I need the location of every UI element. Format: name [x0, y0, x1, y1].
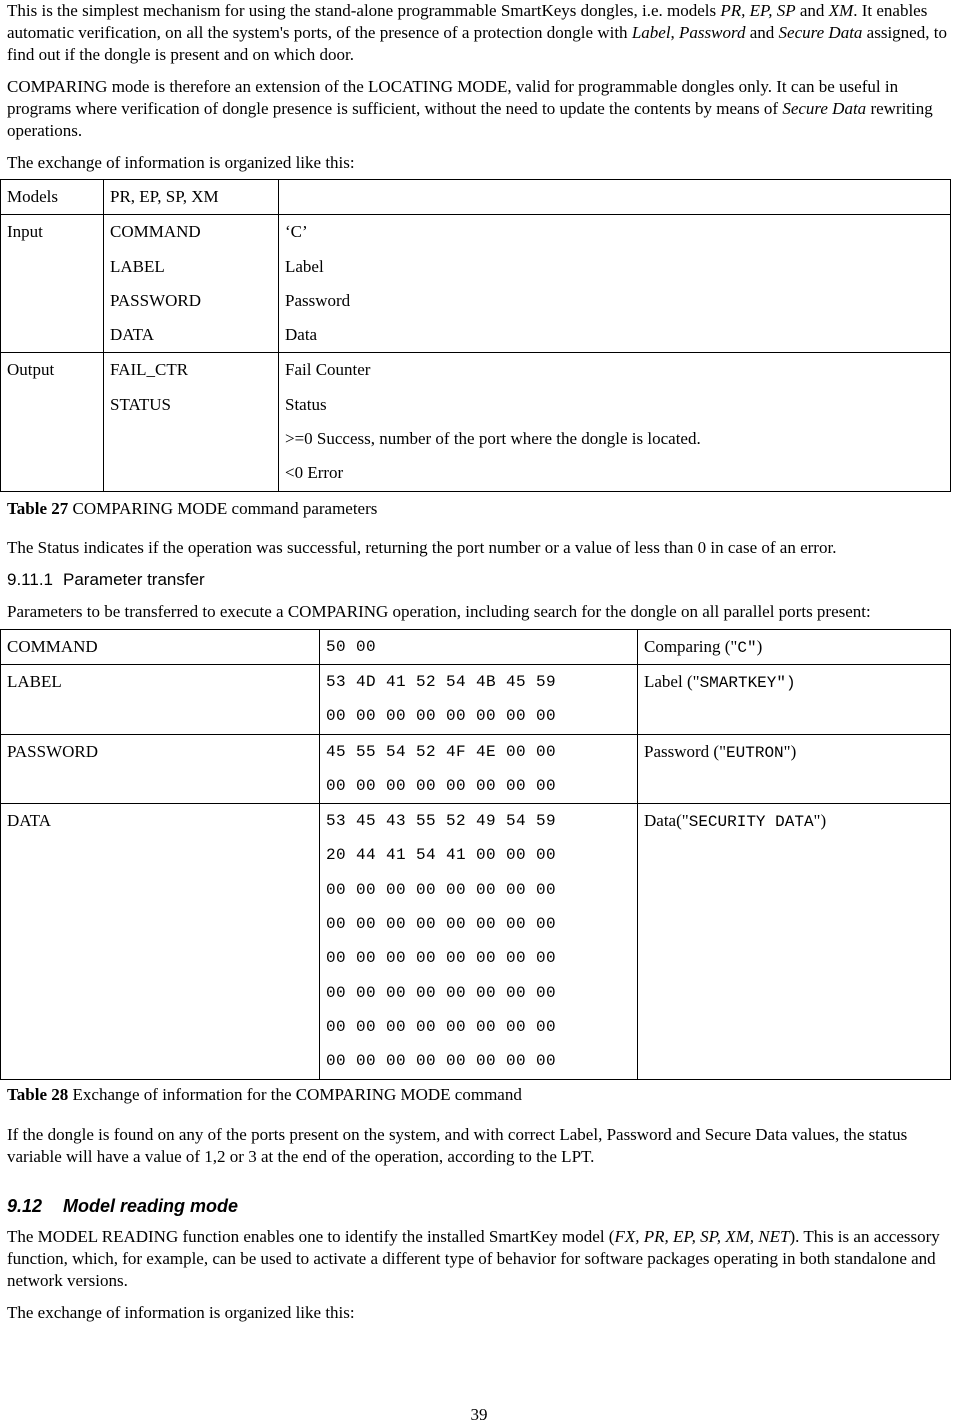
cell-text: Output: [7, 360, 55, 380]
cell-text: FAIL_CTR: [110, 360, 189, 380]
section-heading: [7, 1194, 952, 1218]
subsection-title: Parameter transfer: [63, 569, 205, 589]
hex-line: 00 00 00 00 00 00 00 00: [326, 880, 557, 899]
text: assigned, to find out if the dongle is present and on which door.: [7, 23, 947, 64]
table-cell: [104, 215, 279, 353]
caption-text: Exchange of information for the COMPARING MODE command: [68, 1084, 522, 1104]
text: ). This is an accessory function, which, for example, can be used to activate a different type of behavior for software packages operating in both standalone and network versions.: [7, 1226, 940, 1290]
cell-text: Fail Counter: [285, 360, 371, 380]
text: C": [737, 638, 757, 657]
table-27: [0, 179, 951, 492]
section-title: Model reading mode: [63, 1195, 239, 1216]
table-row: [1, 804, 951, 1079]
text: SMARTKEY"): [699, 673, 796, 692]
cell-text: >=0 Success, number of the port where the dongle is located.: [285, 429, 701, 449]
table-row: [1, 629, 951, 664]
caption-text: COMPARING MODE command parameters: [68, 498, 378, 518]
table-28: [0, 629, 951, 1080]
table-cell: [638, 664, 951, 734]
table-27-caption: [7, 498, 952, 520]
text: FX, PR, EP, SP, XM, NET: [614, 1226, 790, 1246]
hex-line: 00 00 00 00 00 00 00 00: [326, 707, 557, 726]
text: and: [795, 1, 829, 20]
caption-number: Table 28: [7, 1084, 69, 1104]
hex-line: 53 4D 41 52 54 4B 45 59: [326, 672, 557, 691]
table-cell: [104, 180, 279, 215]
section-number: 9.12: [7, 1195, 43, 1216]
text: COMPARING mode is therefore an extension of the LOCATING MODE, valid for programmable dongles only. It can be useful in programs where verification of dongle presence is sufficient, without the need to update the contents by means of: [7, 77, 899, 118]
text: Comparing (: [644, 636, 731, 656]
status-paragraph: The Status indicates if the operation was successful, returning the port number or a value of less than 0 in case of an error.: [7, 537, 837, 557]
table-cell: [320, 629, 638, 664]
text: ": [692, 671, 700, 691]
text: The MODEL READING function enables one to identify the installed SmartKey model (: [7, 1226, 615, 1246]
cell-text: Password: [285, 290, 351, 310]
text: Data(: [644, 811, 682, 831]
page-number: 39: [470, 1405, 488, 1424]
hex-line: 00 00 00 00 00 00 00 00: [326, 983, 557, 1002]
text: This is the simplest mechanism for using the stand-alone programmable SmartKeys dongles, i.e. models: [7, 1, 721, 20]
table-cell: [1, 353, 104, 491]
table-cell: [1, 215, 104, 353]
text: SECURITY DATA: [688, 813, 814, 832]
hex-line: 20 44 41 54 41 00 00 00: [326, 846, 557, 865]
subsection-heading: [7, 569, 952, 591]
text: XM: [828, 1, 854, 20]
text: Password (: [644, 741, 720, 761]
table-cell: [320, 734, 638, 804]
cell-text: PASSWORD: [110, 290, 202, 310]
text: . It enables automatic verification, on all the system's ports, of the presence of a protection dongle with: [7, 1, 928, 42]
cell-text: DATA: [110, 325, 154, 345]
cell-text: Models: [7, 187, 58, 206]
table-cell: [320, 664, 638, 734]
table-row: [1, 215, 951, 353]
table-row: [1, 180, 951, 215]
text: PR, EP, SP: [720, 1, 796, 20]
table-row: [1, 664, 951, 734]
text: and: [745, 23, 779, 42]
text: Secure Data: [782, 99, 867, 118]
table-cell: [1, 629, 320, 664]
cell-text: DATA: [7, 811, 51, 831]
table-row: [1, 353, 951, 491]
table-cell: [638, 734, 951, 804]
cell-text: Status: [285, 394, 327, 414]
table-cell: [638, 804, 951, 1079]
cell-text: LABEL: [110, 256, 165, 276]
table-cell: [1, 664, 320, 734]
table-cell: [279, 353, 951, 491]
hex-line: 50 00: [326, 637, 377, 656]
cell-text: PASSWORD: [7, 741, 99, 761]
cell-text: STATUS: [110, 394, 171, 414]
cell-text: PR, EP, SP, XM: [110, 187, 219, 206]
document-page: [7, 0, 952, 1324]
cell-text: COMMAND: [110, 222, 201, 242]
hex-line: 00 00 00 00 00 00 00 00: [326, 1017, 557, 1036]
text: "): [813, 811, 827, 831]
table-cell: [1, 804, 320, 1079]
text: Secure Data: [778, 23, 863, 42]
text: rewriting operations.: [7, 99, 933, 140]
text: "): [783, 741, 797, 761]
hex-line: 00 00 00 00 00 00 00 00: [326, 1052, 557, 1071]
cell-text: [285, 180, 944, 214]
text: ": [730, 636, 738, 656]
hex-line: 53 45 43 55 52 49 54 59: [326, 812, 557, 831]
hex-line: 00 00 00 00 00 00 00 00: [326, 949, 557, 968]
table-row: [1, 734, 951, 804]
cell-text: LABEL: [7, 671, 62, 691]
found-paragraph: If the dongle is found on any of the ports present on the system, and with correct Label, Password and Secure Data values, the status variable will have a value of 1,2 or 3 at the end of the operation, according to the LPT.: [7, 1124, 908, 1166]
text: Label (: [644, 671, 693, 691]
cell-text: Input: [7, 222, 43, 242]
table-cell: [638, 629, 951, 664]
param-intro-paragraph: Parameters to be transferred to execute a COMPARING operation, including search for the dongle on all parallel ports present:: [7, 601, 871, 621]
table-cell: [279, 215, 951, 353]
intro-paragraph-1: [7, 0, 952, 66]
text: ": [719, 741, 727, 761]
table-cell: [104, 353, 279, 491]
text: Label: [631, 23, 671, 42]
subsection-number: 9.11.1: [7, 569, 54, 589]
cell-text: ‘C’: [285, 222, 308, 242]
text: ": [681, 811, 689, 831]
table-cell: [279, 180, 951, 215]
table-cell: [1, 734, 320, 804]
hex-line: 00 00 00 00 00 00 00 00: [326, 776, 557, 795]
caption-number: Table 27: [7, 498, 69, 518]
cell-text: Label: [285, 256, 324, 276]
intro-paragraph-2: [7, 76, 952, 142]
text: ,: [670, 23, 680, 42]
text: Password: [679, 23, 746, 42]
intro-paragraph-3: The exchange of information is organized like this:: [7, 153, 355, 172]
table-28-caption: [7, 1084, 952, 1106]
table-cell: [320, 804, 638, 1079]
text: EUTRON: [726, 743, 784, 762]
hex-line: 45 55 54 52 4F 4E 00 00: [326, 742, 557, 761]
cell-text: COMMAND: [7, 636, 98, 656]
cell-text: <0 Error: [285, 463, 344, 483]
model-paragraph: [7, 1226, 952, 1292]
cell-text: Data: [285, 325, 318, 345]
table-cell: [1, 180, 104, 215]
text: ): [756, 636, 763, 656]
hex-line: 00 00 00 00 00 00 00 00: [326, 915, 557, 934]
exchange-paragraph: The exchange of information is organized like this:: [7, 1302, 355, 1322]
